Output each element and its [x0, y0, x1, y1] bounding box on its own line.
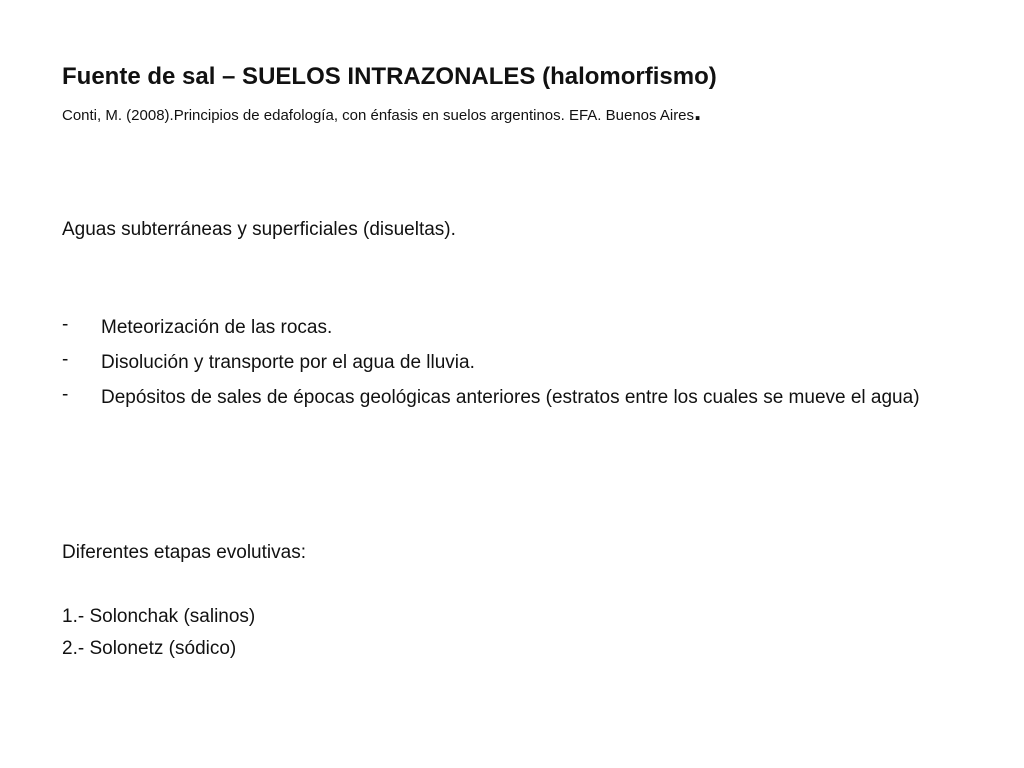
intro-text: Aguas subterráneas y superficiales (disueltas). [62, 219, 456, 240]
list-item [62, 348, 962, 378]
salt-sources-list [62, 316, 962, 421]
bullet-text: Disolución y transporte por el agua de lluvia. [101, 352, 475, 373]
bullet-dash: - [62, 384, 69, 405]
slide-title: Fuente de sal – SUELOS INTRAZONALES (halomorfismo) [62, 63, 717, 90]
citation-text: Conti, M. (2008).Principios de edafología, con énfasis en suelos argentinos. EFA. Buenos Aires [62, 107, 695, 124]
list-item [62, 383, 962, 413]
bullet-text: Meteorización de las rocas. [101, 317, 333, 338]
citation [62, 96, 702, 126]
list-item [62, 313, 962, 343]
bullet-dash: - [62, 349, 69, 370]
bullet-text: Depósitos de sales de épocas geológicas anteriores (estratos entre los cuales se mueve el agua) [101, 387, 920, 408]
stages-heading: Diferentes etapas evolutivas: [62, 542, 306, 563]
stage-item: 2.- Solonetz (sódico) [62, 638, 237, 659]
bullet-dash: - [62, 314, 69, 335]
stages-list [62, 605, 255, 669]
stage-item: 1.- Solonchak (salinos) [62, 606, 256, 627]
citation-period: . [694, 96, 702, 126]
